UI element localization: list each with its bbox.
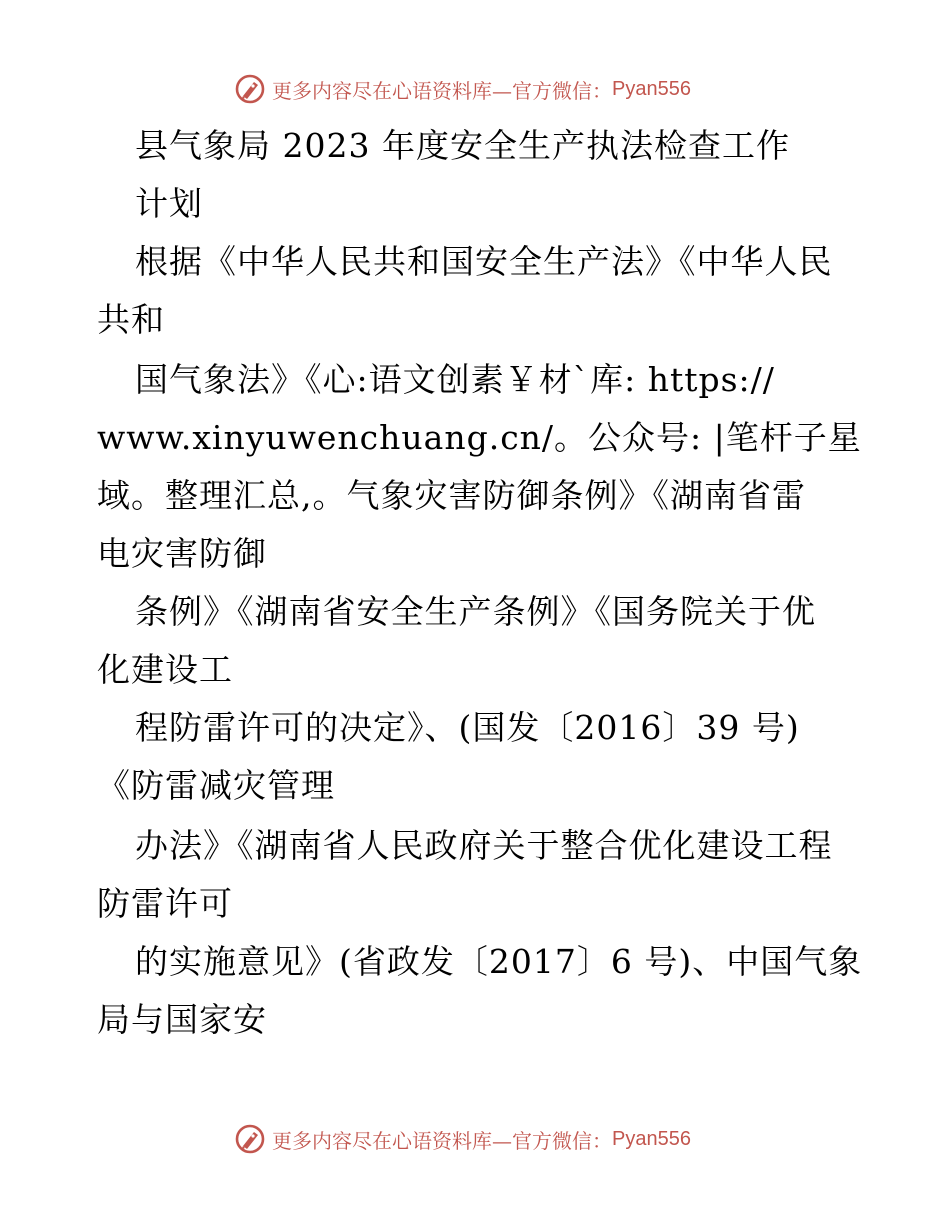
pen-nib-logo-icon [234,73,266,105]
watermark-text: 更多内容尽在心语资料库—官方微信： [272,78,612,103]
watermark-wechat-id: Pyan556 [612,77,691,100]
watermark-wechat-id: Pyan556 [612,1127,691,1150]
doc-text-line: 共和 [97,300,165,339]
doc-text-line: 局与国家安 [97,1000,267,1039]
doc-text-line: 电灾害防御 [97,534,267,573]
doc-title-line-2: 计划 [135,184,203,223]
doc-text-line: 化建设工 [97,650,233,689]
pen-nib-logo-icon [234,1123,266,1155]
doc-text-line: www.xinyuwenchuang.cn/。公众号: |笔杆子星 [97,418,862,457]
doc-text-line: 办法》《湖南省人民政府关于整合优化建设工程 [135,826,833,865]
doc-text-line: 程防雷许可的决定》、(国发〔2016〕39 号) [135,708,800,747]
watermark-text: 更多内容尽在心语资料库—官方微信： [272,1128,612,1153]
doc-text-line: 国气象法》《心:语文创素￥材`库: https:// [135,360,775,399]
doc-text-line: 防雷许可 [97,884,233,923]
watermark-footer [234,1122,754,1156]
doc-text-line: 域。整理汇总,。气象灾害防御条例》《湖南省雷 [97,476,806,515]
doc-text-line: 的实施意见》(省政发〔2017〕6 号)、中国气象 [135,942,863,981]
doc-title-line-1: 县气象局 2023 年度安全生产执法检查工作 [135,126,790,165]
doc-text-line: 《防雷减灾管理 [97,766,335,805]
doc-text-line: 根据《中华人民共和国安全生产法》《中华人民 [135,242,833,281]
doc-text-line: 条例》《湖南省安全生产条例》《国务院关于优 [135,592,816,631]
watermark-header [234,72,754,106]
